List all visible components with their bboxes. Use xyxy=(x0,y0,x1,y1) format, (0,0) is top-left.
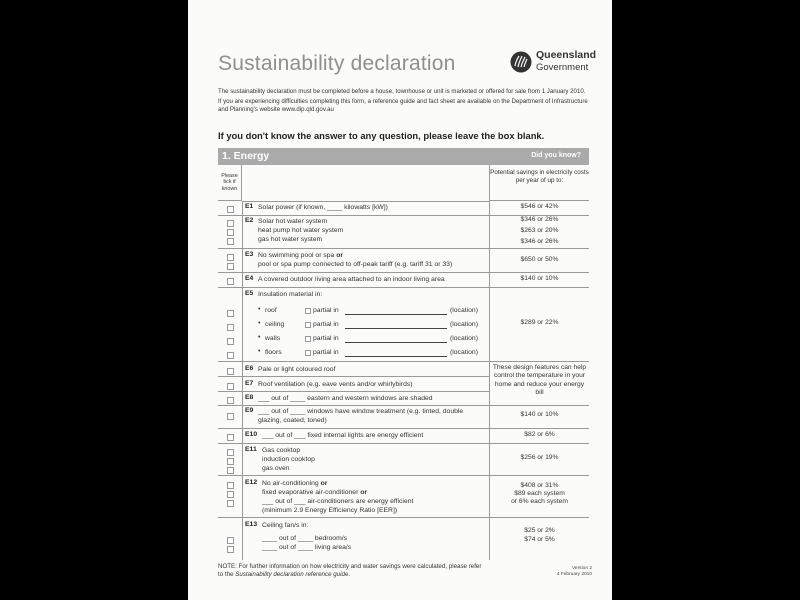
row-divider xyxy=(218,443,589,444)
e5-partial-label: partial in xyxy=(313,321,339,328)
e12-efficient-checkbox[interactable] xyxy=(227,500,234,507)
e5-item-roof: roof xyxy=(265,307,277,314)
e10-text: ___ out of ___ fixed internal lights are energy efficient xyxy=(262,432,424,439)
footer-note-period: . xyxy=(348,570,351,578)
e2-code: E2 xyxy=(245,217,254,224)
e7-code: E7 xyxy=(245,380,254,387)
e5-item-ceiling: ceiling xyxy=(265,321,285,328)
e8-text: ___ out of ____ eastern and western windows are shaded xyxy=(258,395,433,402)
logo-line-1: Queensland xyxy=(536,49,597,61)
e12-saving-1: $408 or 31% xyxy=(520,482,559,489)
footer-note-line-1: NOTE: For further information on how electricity and water savings were calculated, please refer xyxy=(218,563,482,570)
e5-partial-label: partial in xyxy=(313,335,339,342)
section-title: 1. Energy xyxy=(222,150,270,162)
row-divider xyxy=(218,248,589,249)
row-divider xyxy=(218,287,589,288)
e13-line-2: ____ out of ____ bedroom/s xyxy=(262,535,348,542)
e5-walls-checkbox[interactable] xyxy=(227,338,234,345)
design-features-note: These design features can help control the temperature in your home and reduce your energy bill xyxy=(492,364,587,397)
e12-line-1-text: No air-conditioning xyxy=(262,480,319,487)
e5-ceiling-location-line[interactable] xyxy=(345,328,447,329)
e5-walls-partial-checkbox[interactable] xyxy=(305,336,311,342)
e13-saving-2: $74 or 5% xyxy=(524,536,555,543)
e5-code: E5 xyxy=(245,290,254,297)
e2-line-1: Solar hot water system xyxy=(258,218,328,225)
tick-column-header: Please tick if known xyxy=(218,165,242,201)
e5-ceiling-partial-checkbox[interactable] xyxy=(305,322,311,328)
e3-no-pool-checkbox[interactable] xyxy=(227,254,234,261)
reference-guide-title: Sustainability declaration reference guide xyxy=(235,570,349,578)
section-header xyxy=(218,148,589,165)
e12-saving-3: or 6% each system xyxy=(511,498,568,505)
e12-line-2-text: fixed evaporative air-conditioner xyxy=(262,489,359,496)
logo-line-2: Government xyxy=(536,62,589,73)
e8-code: E8 xyxy=(245,394,254,401)
e5-location-label: (location) xyxy=(450,307,478,314)
e5-item-floors: floors xyxy=(265,349,282,356)
question-column-header xyxy=(242,165,489,202)
e3-saving: $650 or 50% xyxy=(520,256,559,263)
e9-line-2: glazing, coated, toned) xyxy=(258,417,327,424)
e12-code: E12 xyxy=(245,479,258,486)
row-divider xyxy=(218,428,589,429)
e3-or: or xyxy=(336,252,344,259)
intro-paragraph-2: If you are experiencing difficulties completing this form, a reference guide and fact sheet are available on the Department of Infrastructure and Planning's website www.dip.qld.gov.au xyxy=(218,97,588,114)
e3-line-1 xyxy=(258,251,343,260)
e5-location-label: (location) xyxy=(450,335,478,342)
e13-code: E13 xyxy=(245,521,258,528)
e1-checkbox[interactable] xyxy=(227,206,234,213)
e11-line-2: induction cooktop xyxy=(262,456,315,463)
e3-code: E3 xyxy=(245,251,254,258)
e5-saving: $289 or 22% xyxy=(520,319,559,326)
e9-saving: $140 or 10% xyxy=(520,411,559,418)
row-divider xyxy=(218,272,589,273)
e2-line-3: gas hot water system xyxy=(258,236,323,243)
row-divider xyxy=(218,391,490,392)
e12-line-3: ___ out of ___ air-conditioners are energy efficient xyxy=(262,498,414,505)
did-you-know-label: Did you know? xyxy=(531,152,581,159)
e5-walls-location-line[interactable] xyxy=(345,342,447,343)
e4-checkbox[interactable] xyxy=(227,278,234,285)
e6-code: E6 xyxy=(245,365,254,372)
e6-text: Pale or light coloured roof xyxy=(258,366,336,373)
row-divider xyxy=(218,517,589,518)
e11-gas-oven-checkbox[interactable] xyxy=(227,467,234,474)
warning-text: If you don't know the answer to any question, please leave the box blank. xyxy=(218,130,545,141)
form-page xyxy=(188,0,612,600)
column-divider xyxy=(242,201,243,560)
row-divider xyxy=(218,376,490,377)
e4-text: A covered outdoor living area attached to an indoor living area xyxy=(258,276,445,283)
e5-roof-partial-checkbox[interactable] xyxy=(305,308,311,314)
row-divider xyxy=(218,361,589,362)
e5-partial-label: partial in xyxy=(313,349,339,356)
e5-roof-location-line[interactable] xyxy=(345,314,447,315)
row-divider xyxy=(218,405,589,406)
e7-checkbox[interactable] xyxy=(227,383,234,390)
e10-code: E10 xyxy=(245,431,258,438)
bullet: • xyxy=(258,320,261,327)
e4-code: E4 xyxy=(245,275,254,282)
e9-line-1: ___ out of ____ windows have window treatment (e.g. tinted, double xyxy=(258,408,464,415)
queensland-government-logo xyxy=(510,48,600,78)
e12-line-4: (minimum 2.9 Energy Efficiency Ratio [EER]) xyxy=(262,507,398,514)
e5-text: Insulation material in: xyxy=(258,291,323,298)
e12-line-2 xyxy=(262,488,367,497)
e9-checkbox[interactable] xyxy=(227,413,234,420)
intro-text xyxy=(218,88,593,116)
e13-bedroom-checkbox[interactable] xyxy=(227,537,234,544)
e5-floors-partial-checkbox[interactable] xyxy=(305,350,311,356)
footer-note-to-the: to the xyxy=(218,570,234,578)
version-info xyxy=(538,566,592,578)
row-divider xyxy=(218,475,589,476)
bullet: • xyxy=(258,306,261,313)
e5-floors-location-line[interactable] xyxy=(345,356,447,357)
e11-line-1: Gas cooktop xyxy=(262,447,301,454)
bullet: • xyxy=(258,348,261,355)
e2-line-2: heat pump hot water system xyxy=(258,227,344,234)
e6-checkbox[interactable] xyxy=(227,368,234,375)
e11-saving: $256 or 19% xyxy=(520,454,559,461)
e11-induction-checkbox[interactable] xyxy=(227,458,234,465)
e1-saving: $546 or 42% xyxy=(520,203,559,210)
e4-saving: $140 or 10% xyxy=(520,275,559,282)
e12-or: or xyxy=(320,480,328,487)
e2-saving-1: $346 or 26% xyxy=(520,216,559,223)
version-label: Version 2 xyxy=(571,566,592,571)
e12-no-ac-checkbox[interactable] xyxy=(227,482,234,489)
savings-column-header: Potential savings in electricity costs per year of up to: xyxy=(489,165,589,201)
e12-saving-2: $89 each system xyxy=(514,490,565,497)
e3-line-2: pool or spa pump connected to off-peak tariff (e.g. tariff 31 or 33) xyxy=(258,261,453,268)
e13-line-3: ____ out of ____ living area/s xyxy=(262,544,352,551)
e12-evaporative-checkbox[interactable] xyxy=(227,491,234,498)
e2-gas-checkbox[interactable] xyxy=(227,238,234,245)
e13-living-checkbox[interactable] xyxy=(227,546,234,553)
e5-partial-label: partial in xyxy=(313,307,339,314)
e5-roof-checkbox[interactable] xyxy=(227,310,234,317)
e3-pump-checkbox[interactable] xyxy=(227,263,234,270)
e12-or: or xyxy=(360,489,368,496)
e8-checkbox[interactable] xyxy=(227,397,234,404)
bullet: • xyxy=(258,334,261,341)
e13-saving-1: $25 or 2% xyxy=(524,527,555,534)
page-title: Sustainability declaration xyxy=(218,52,456,75)
e12-line-1 xyxy=(262,479,327,488)
e5-floors-checkbox[interactable] xyxy=(227,352,234,359)
e2-saving-3: $346 or 26% xyxy=(520,238,559,245)
intro-paragraph-1: The sustainability declaration must be completed before a house, townhouse or unit is marketed or offered for sale from 1 January 2010. xyxy=(218,88,586,95)
e2-solar-checkbox[interactable] xyxy=(227,220,234,227)
e11-code: E11 xyxy=(245,446,257,453)
e11-line-3: gas oven xyxy=(262,465,290,472)
e11-gas-cooktop-checkbox[interactable] xyxy=(227,449,234,456)
e7-text: Roof ventilation (e.g. eave vents and/or whirlybirds) xyxy=(258,381,413,388)
e13-text: Ceiling fan/s in: xyxy=(262,522,309,529)
energy-table xyxy=(218,165,589,560)
e1-code: E1 xyxy=(245,203,254,210)
footer-note-line-2 xyxy=(218,571,518,579)
e3-line-1-text: No swimming pool or spa xyxy=(258,252,335,259)
e10-checkbox[interactable] xyxy=(227,434,234,441)
crest-icon xyxy=(510,50,532,74)
e1-text: Solar power (if known, ____ kilowatts [kW]) xyxy=(258,204,388,211)
version-date: 4 February 2010 xyxy=(556,572,592,578)
e2-heat-pump-checkbox[interactable] xyxy=(227,229,234,236)
footer-note xyxy=(218,563,518,579)
e10-saving: $82 or 6% xyxy=(524,431,555,438)
e5-ceiling-checkbox[interactable] xyxy=(227,324,234,331)
e2-saving-2: $263 or 20% xyxy=(520,227,559,234)
e5-item-walls: walls xyxy=(265,335,281,342)
e5-location-label: (location) xyxy=(450,349,478,356)
e9-code: E9 xyxy=(245,407,254,414)
e5-location-label: (location) xyxy=(450,321,478,328)
